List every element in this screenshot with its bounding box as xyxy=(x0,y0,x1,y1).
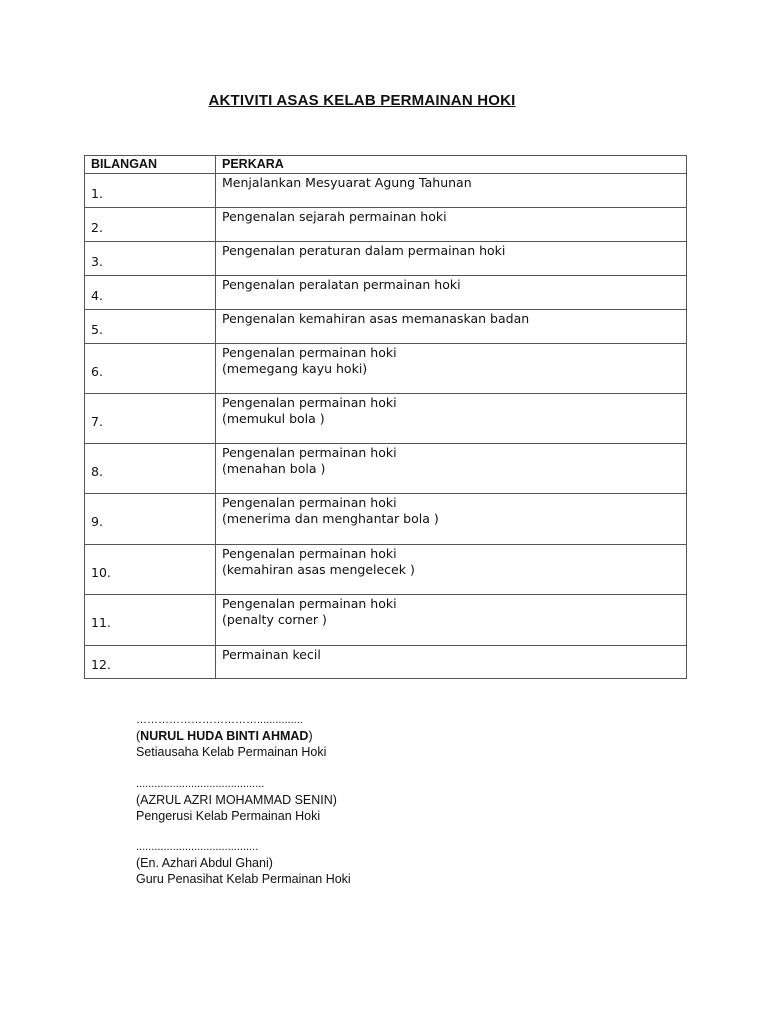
row-item-line1: Pengenalan kemahiran asas memanaskan badan xyxy=(222,311,530,326)
row-item-line1: Pengenalan permainan hoki xyxy=(222,596,397,611)
row-item-line1: Pengenalan sejarah permainan hoki xyxy=(222,209,447,224)
row-item xyxy=(216,276,687,310)
row-number: 7. xyxy=(85,394,216,444)
row-number: 4. xyxy=(85,276,216,310)
row-item-line1: Pengenalan permainan hoki xyxy=(222,395,397,410)
row-number: 11. xyxy=(85,595,216,646)
row-item xyxy=(216,174,687,208)
row-number: 1. xyxy=(85,174,216,208)
row-number: 3. xyxy=(85,242,216,276)
table-row xyxy=(85,344,687,394)
signatory-name xyxy=(136,728,326,744)
row-item xyxy=(216,545,687,595)
row-item-line1: Pengenalan permainan hoki xyxy=(222,495,397,510)
row-item xyxy=(216,444,687,494)
row-item xyxy=(216,595,687,646)
row-number: 12. xyxy=(85,646,216,679)
row-item-line1: Pengenalan permainan hoki xyxy=(222,546,397,561)
table-row xyxy=(85,276,687,310)
signature-line: ……………………………............... xyxy=(136,714,303,726)
row-item-line1: Pengenalan permainan hoki xyxy=(222,445,397,460)
signature-block-advisor xyxy=(136,841,351,887)
row-item xyxy=(216,646,687,679)
row-number: 2. xyxy=(85,208,216,242)
name-close-paren: ) xyxy=(308,729,313,743)
row-number: 9. xyxy=(85,494,216,545)
row-item xyxy=(216,394,687,444)
row-item-line1: Pengenalan permainan hoki xyxy=(222,345,397,360)
row-item-line1: Pengenalan peraturan dalam permainan hoki xyxy=(222,243,506,258)
row-item-line2: (penalty corner ) xyxy=(222,612,327,627)
row-item-line1: Menjalankan Mesyuarat Agung Tahunan xyxy=(222,175,472,190)
signature-block-chairman xyxy=(136,778,337,824)
row-item-line1: Permainan kecil xyxy=(222,647,321,662)
signatory-role: Setiausaha Kelab Permainan Hoki xyxy=(136,745,327,759)
row-number: 10. xyxy=(85,545,216,595)
row-item xyxy=(216,208,687,242)
activities-table xyxy=(84,155,687,679)
row-item-line2: (menahan bola ) xyxy=(222,461,326,476)
table-row xyxy=(85,174,687,208)
table-row xyxy=(85,310,687,344)
row-item-line2: (memegang kayu hoki) xyxy=(222,361,368,376)
signatory-name: (AZRUL AZRI MOHAMMAD SENIN) xyxy=(136,793,337,807)
table-row xyxy=(85,208,687,242)
row-item xyxy=(216,344,687,394)
row-number: 8. xyxy=(85,444,216,494)
row-item-line2: (memukul bola ) xyxy=(222,411,325,426)
table-row xyxy=(85,545,687,595)
signature-block-secretary xyxy=(136,714,326,760)
header-perkara: PERKARA xyxy=(216,156,687,174)
table-header-row xyxy=(85,156,687,174)
signature-line: .......................................... xyxy=(136,778,265,790)
document-title: AKTIVITI ASAS KELAB PERMAINAN HOKI xyxy=(208,92,516,109)
row-item xyxy=(216,494,687,545)
signatory-name: (En. Azhari Abdul Ghani) xyxy=(136,856,273,870)
row-item-line2: (kemahiran asas mengelecek ) xyxy=(222,562,415,577)
signatory-role: Pengerusi Kelab Permainan Hoki xyxy=(136,809,321,823)
table-row xyxy=(85,595,687,646)
row-number: 5. xyxy=(85,310,216,344)
signature-line: ........................................ xyxy=(136,841,259,853)
row-item-line2: (menerima dan menghantar bola ) xyxy=(222,511,439,526)
row-item xyxy=(216,242,687,276)
table-row xyxy=(85,494,687,545)
row-number: 6. xyxy=(85,344,216,394)
row-item xyxy=(216,310,687,344)
table-row xyxy=(85,394,687,444)
table-row xyxy=(85,242,687,276)
table-row xyxy=(85,444,687,494)
signatory-name-text: NURUL HUDA BINTI AHMAD xyxy=(140,729,309,743)
signatory-role: Guru Penasihat Kelab Permainan Hoki xyxy=(136,872,351,886)
name-open-paren: ( xyxy=(136,729,141,743)
table-row xyxy=(85,646,687,679)
header-bilangan: BILANGAN xyxy=(85,156,216,174)
row-item-line1: Pengenalan peralatan permainan hoki xyxy=(222,277,461,292)
